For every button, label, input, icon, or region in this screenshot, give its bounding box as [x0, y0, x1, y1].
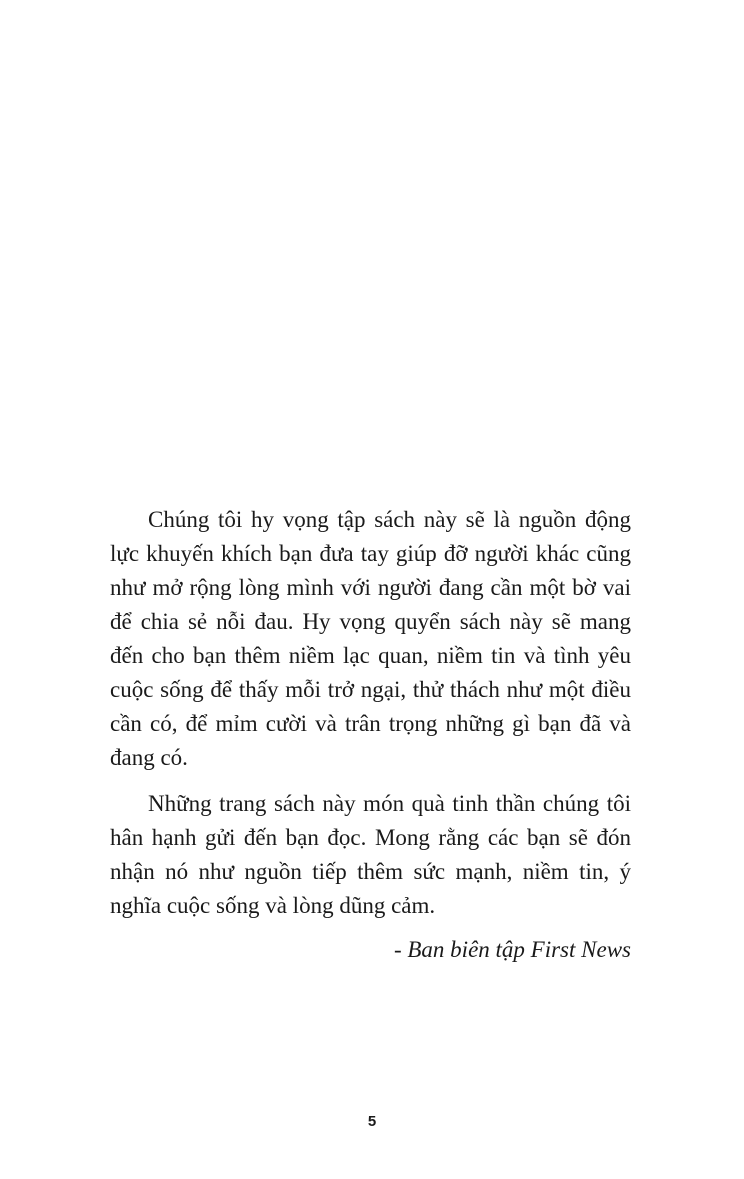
page-number: 5	[367, 1113, 377, 1130]
preface-text	[110, 503, 631, 967]
preface-paragraph-1: Chúng tôi hy vọng tập sách này sẽ là nguồn động lực khuyến khích bạn đưa tay giúp đỡ người khác cũng như mở rộng lòng mình với người đang cần một bờ vai để chia sẻ nỗi đau. Hy vọng quyển sách này sẽ mang đến cho bạn thêm niềm lạc quan, niềm tin và tình yêu cuộc sống để thấy mỗi trở ngại, thử thách như một điều cần có, để mỉm cười và trân trọng những gì bạn đã và đang có.	[110, 507, 631, 770]
preface-paragraph-2: Những trang sách này món quà tinh thần chúng tôi hân hạnh gửi đến bạn đọc. Mong rằng các bạn sẽ đón nhận nó như nguồn tiếp thêm sức mạnh, niềm tin, ý nghĩa cuộc sống và lòng dũng cảm.	[110, 791, 631, 918]
editor-signature: - Ban biên tập First News	[393, 937, 631, 962]
